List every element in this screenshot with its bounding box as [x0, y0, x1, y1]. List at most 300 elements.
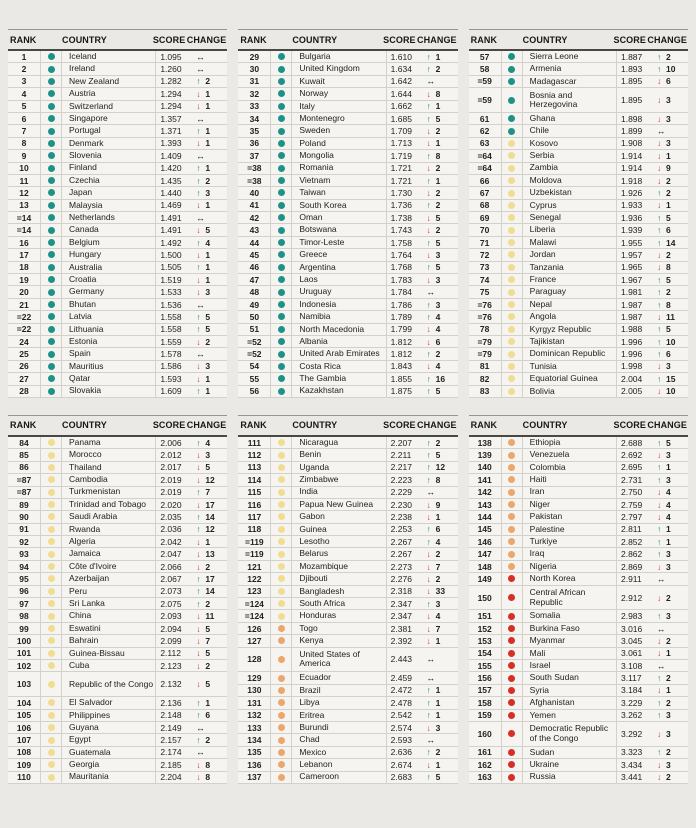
- table-row: [238, 113, 457, 125]
- table-row: [238, 499, 457, 511]
- tier-dot-icon: [508, 699, 515, 706]
- score-cell: 3.292: [620, 728, 643, 739]
- table-row: [8, 76, 227, 88]
- change-cell: [193, 163, 227, 174]
- change-delta: 2: [665, 697, 671, 708]
- up-arrow-icon: ↑: [426, 697, 431, 708]
- country-cell: Republic of the Congo: [62, 672, 156, 696]
- score-cell: 1.721: [390, 175, 412, 186]
- score-cell: 2.392: [390, 635, 412, 646]
- score-cell: 2.238: [390, 511, 412, 522]
- rank-cell: 46: [238, 262, 271, 273]
- tier-dot-icon: [508, 563, 515, 570]
- change-cell: [424, 524, 458, 535]
- rank-cell: 70: [469, 224, 502, 235]
- column-header-change: CHANGE: [186, 420, 227, 431]
- country-cell: Sudan: [523, 747, 617, 758]
- table-row: [238, 772, 457, 784]
- score-cell: 2.731: [620, 474, 643, 485]
- score-cell: 1.536: [160, 299, 182, 310]
- score-cell: 1.758: [390, 237, 412, 248]
- rank-cell: 155: [469, 660, 502, 671]
- rank-cell: =14: [8, 212, 41, 223]
- country-cell: Botswana: [292, 224, 386, 235]
- change-delta: 3: [665, 113, 671, 124]
- tier-dot-icon: [48, 90, 55, 97]
- country-cell: Belgium: [62, 237, 156, 248]
- rank-cell: 114: [238, 474, 271, 485]
- tier-dot-icon: [508, 625, 515, 632]
- change-cell: [193, 474, 227, 485]
- score-cell: 1.730: [390, 187, 412, 198]
- tier-dot-icon: [278, 588, 285, 595]
- score-cell: 2.472: [390, 685, 412, 696]
- score-cell: 2.123: [160, 660, 182, 671]
- country-cell: Bahrain: [62, 635, 156, 646]
- change-cell: [193, 536, 227, 547]
- change-delta: 1: [665, 462, 671, 473]
- score-cell: 1.713: [390, 138, 412, 149]
- country-cell: Djibouti: [292, 573, 386, 584]
- country-cell: Bulgaria: [292, 51, 386, 62]
- score-cell: 2.869: [620, 561, 643, 572]
- change-cell: [193, 487, 227, 498]
- score-cell: 1.918: [620, 175, 643, 186]
- column-header-score: SCORE: [152, 34, 186, 45]
- score-cell: 1.558: [160, 324, 182, 335]
- up-arrow-icon: ↑: [656, 373, 662, 384]
- table-row: [8, 262, 227, 274]
- down-arrow-icon: ↓: [426, 759, 431, 770]
- rank-cell: 157: [469, 685, 502, 696]
- tier-dot-icon: [48, 177, 55, 184]
- rank-cell: =124: [238, 610, 271, 621]
- rank-cell: 96: [8, 586, 41, 597]
- table-row: [469, 336, 688, 348]
- country-cell: Iceland: [62, 51, 156, 62]
- change-delta: 1: [435, 101, 441, 112]
- table-row: [238, 697, 457, 709]
- down-arrow-icon: ↓: [656, 95, 662, 106]
- table-row: [238, 373, 457, 385]
- up-arrow-icon: ↑: [196, 163, 201, 174]
- score-cell: 2.005: [620, 386, 643, 397]
- table-row: [469, 212, 688, 224]
- change-cell: [193, 88, 227, 99]
- table-row: [238, 163, 457, 175]
- rank-cell: 82: [469, 373, 502, 384]
- change-cell: [654, 573, 688, 584]
- table-row: [238, 324, 457, 336]
- down-arrow-icon: ↓: [196, 373, 201, 384]
- table-row: [469, 710, 688, 722]
- table-row: [238, 685, 457, 697]
- rank-cell: 143: [469, 499, 502, 510]
- up-arrow-icon: ↑: [426, 536, 431, 547]
- change-delta: 2: [435, 126, 441, 137]
- country-cell: Poland: [292, 138, 386, 149]
- score-cell: 2.267: [390, 549, 412, 560]
- column-header-rank: RANK: [470, 34, 498, 45]
- change-cell: [654, 324, 688, 335]
- change-delta: 11: [205, 611, 215, 622]
- down-arrow-icon: ↓: [656, 200, 662, 211]
- tier-dot-icon: [508, 675, 515, 682]
- country-cell: Albania: [292, 336, 386, 347]
- rank-cell: 97: [8, 598, 41, 609]
- country-cell: Syria: [523, 685, 617, 696]
- table-row: [8, 548, 227, 560]
- change-delta: 1: [205, 138, 211, 149]
- country-cell: Morocco: [62, 449, 156, 460]
- change-cell: [654, 536, 688, 547]
- change-delta: 4: [435, 611, 441, 622]
- country-cell: Tanzania: [523, 262, 617, 273]
- tier-dot-icon: [278, 501, 285, 508]
- tier-dot-icon: [48, 388, 55, 395]
- score-cell: 1.895: [620, 76, 643, 87]
- tier-dot-icon: [278, 338, 285, 345]
- change-delta: 2: [435, 200, 441, 211]
- rank-cell: 163: [469, 772, 502, 783]
- change-delta: 2: [435, 225, 441, 236]
- country-cell: Oman: [292, 212, 386, 223]
- table-row: [8, 386, 227, 398]
- change-cell: [424, 499, 458, 510]
- country-cell: Estonia: [62, 336, 156, 347]
- table-row: [238, 710, 457, 722]
- table-row: [8, 299, 227, 311]
- country-cell: Senegal: [523, 212, 617, 223]
- change-cell: [424, 299, 458, 310]
- change-cell: [193, 747, 227, 758]
- change-delta: 1: [665, 536, 671, 547]
- country-cell: Paraguay: [523, 286, 617, 297]
- column-header-score: SCORE: [383, 34, 416, 45]
- score-cell: 1.843: [390, 361, 412, 372]
- score-cell: 1.593: [160, 373, 182, 384]
- rank-cell: =59: [469, 76, 502, 87]
- country-cell: Ukraine: [523, 759, 617, 770]
- table-header-row: [238, 29, 457, 51]
- change-delta: 4: [435, 361, 441, 372]
- tier-dot-icon: [508, 594, 515, 601]
- table-row: [238, 586, 457, 598]
- tier-dot-icon: [48, 513, 55, 520]
- tier-dot-icon: [508, 526, 515, 533]
- up-arrow-icon: ↑: [426, 51, 431, 62]
- down-arrow-icon: ↓: [656, 685, 662, 696]
- score-cell: 1.893: [620, 64, 643, 75]
- country-cell: Kenya: [292, 635, 386, 646]
- score-cell: 1.610: [390, 51, 412, 62]
- rank-cell: 134: [238, 734, 271, 745]
- up-arrow-icon: ↑: [196, 175, 201, 186]
- score-cell: 2.230: [390, 499, 412, 510]
- country-cell: Slovakia: [62, 386, 156, 397]
- change-cell: [424, 125, 458, 136]
- tier-dot-icon: [278, 90, 285, 97]
- change-delta: 1: [205, 274, 211, 285]
- change-cell: [424, 635, 458, 646]
- down-arrow-icon: ↓: [426, 212, 431, 223]
- tier-dot-icon: [278, 699, 285, 706]
- ranking-panel-6: [469, 415, 688, 784]
- country-cell: Ghana: [523, 113, 617, 124]
- rank-cell: 24: [8, 336, 41, 347]
- up-arrow-icon: ↑: [656, 188, 662, 198]
- change-delta: 1: [205, 101, 211, 112]
- score-cell: 2.459: [390, 673, 412, 684]
- country-cell: Hungary: [62, 249, 156, 260]
- score-cell: 2.019: [160, 474, 182, 485]
- table-row: [469, 237, 688, 249]
- score-cell: 1.294: [160, 101, 182, 112]
- change-cell: [424, 187, 458, 198]
- up-arrow-icon: ↑: [426, 349, 431, 360]
- change-cell: [193, 734, 227, 745]
- tier-dot-icon: [48, 613, 55, 620]
- change-delta: 14: [205, 586, 215, 597]
- country-cell: Pakistan: [523, 511, 617, 522]
- change-delta: 3: [665, 549, 671, 560]
- change-delta: 7: [205, 635, 211, 646]
- change-cell: [424, 648, 458, 672]
- change-cell: [424, 163, 458, 174]
- tier-dot-icon: [48, 227, 55, 234]
- change-delta: 2: [435, 747, 441, 758]
- change-delta: 10: [665, 386, 676, 397]
- change-cell: [654, 660, 688, 671]
- score-cell: 1.965: [620, 262, 643, 273]
- rank-cell: 132: [238, 710, 271, 721]
- change-cell: [193, 224, 227, 235]
- country-cell: Lithuania: [62, 324, 156, 335]
- country-cell: Canada: [62, 224, 156, 235]
- country-cell: Mozambique: [292, 561, 386, 572]
- table-row: [469, 386, 688, 398]
- up-arrow-icon: ↑: [656, 673, 662, 684]
- change-cell: [654, 635, 688, 646]
- up-arrow-icon: ↑: [656, 51, 662, 62]
- score-cell: 3.262: [620, 710, 643, 721]
- rank-cell: 152: [469, 623, 502, 634]
- up-arrow-icon: ↑: [196, 735, 201, 746]
- table-row: [8, 336, 227, 348]
- rank-cell: 90: [8, 511, 41, 522]
- change-delta: 5: [205, 462, 211, 473]
- change-delta: 1: [205, 163, 211, 174]
- change-cell: [654, 722, 688, 746]
- table-row: [469, 138, 688, 150]
- tier-dot-icon: [278, 165, 285, 172]
- tier-dot-icon: [278, 289, 285, 296]
- down-arrow-icon: ↓: [426, 499, 431, 510]
- score-cell: 1.294: [160, 88, 182, 99]
- up-arrow-icon: ↑: [426, 200, 431, 211]
- change-cell: [654, 685, 688, 696]
- down-arrow-icon: ↓: [656, 361, 662, 372]
- change-cell: [424, 474, 458, 485]
- tier-dot-icon: [48, 239, 55, 246]
- down-arrow-icon: ↓: [656, 499, 662, 510]
- table-row: [469, 759, 688, 771]
- change-cell: [193, 311, 227, 322]
- country-cell: Rwanda: [62, 524, 156, 535]
- up-arrow-icon: ↑: [426, 299, 431, 310]
- change-cell: [193, 437, 227, 448]
- country-cell: Trinidad and Tobago: [62, 499, 156, 510]
- change-delta: 6: [435, 336, 441, 347]
- table-row: [238, 722, 457, 734]
- tier-dot-icon: [508, 712, 515, 719]
- change-cell: [424, 747, 458, 758]
- score-cell: 1.981: [620, 287, 643, 298]
- tier-dot-icon: [48, 452, 55, 459]
- column-header-score: SCORE: [613, 420, 646, 431]
- tier-dot-icon: [278, 439, 285, 446]
- rank-cell: =59: [469, 88, 502, 112]
- tier-dot-icon: [48, 78, 55, 85]
- table-row: [469, 573, 688, 585]
- change-delta: 2: [435, 349, 441, 360]
- table-row: [469, 274, 688, 286]
- rank-cell: 161: [469, 747, 502, 758]
- up-arrow-icon: ↑: [656, 299, 662, 310]
- change-delta: 4: [665, 499, 671, 510]
- change-cell: [654, 361, 688, 372]
- change-cell: [193, 274, 227, 285]
- change-delta: 10: [665, 336, 676, 347]
- change-delta: 4: [435, 311, 441, 322]
- table-row: [469, 348, 688, 360]
- up-arrow-icon: ↑: [196, 311, 201, 322]
- table-row: [238, 348, 457, 360]
- country-cell: Chad: [292, 734, 386, 745]
- tier-dot-icon: [48, 637, 55, 644]
- change-cell: [193, 150, 227, 161]
- change-delta: 1: [665, 524, 671, 535]
- tier-dot-icon: [278, 152, 285, 159]
- score-cell: 1.440: [160, 187, 182, 198]
- table-row: [469, 311, 688, 323]
- score-cell: 2.112: [160, 648, 181, 659]
- country-cell: Guinea-Bissau: [62, 648, 156, 659]
- rank-cell: 94: [8, 561, 41, 572]
- tier-dot-icon: [278, 761, 285, 768]
- change-cell: [193, 573, 227, 584]
- down-arrow-icon: ↓: [196, 759, 201, 770]
- change-cell: [424, 138, 458, 149]
- change-delta: 5: [205, 311, 211, 322]
- up-arrow-icon: ↑: [426, 747, 431, 758]
- table-row: [8, 237, 227, 249]
- score-cell: 1.967: [620, 274, 643, 285]
- score-cell: 2.073: [160, 586, 182, 597]
- rank-cell: 133: [238, 722, 271, 733]
- change-cell: [424, 224, 458, 235]
- score-cell: 2.148: [160, 710, 182, 721]
- rank-cell: 73: [469, 262, 502, 273]
- score-cell: 1.393: [160, 138, 182, 149]
- down-arrow-icon: ↓: [196, 200, 201, 211]
- score-cell: 2.750: [620, 487, 643, 498]
- tier-dot-icon: [48, 264, 55, 271]
- country-cell: Madagascar: [523, 76, 617, 87]
- change-cell: [654, 237, 688, 248]
- up-arrow-icon: ↑: [196, 187, 201, 198]
- tier-dot-icon: [278, 53, 285, 60]
- change-cell: [654, 437, 688, 448]
- rank-cell: 107: [8, 734, 41, 745]
- rank-cell: 42: [238, 212, 271, 223]
- score-cell: 3.061: [620, 648, 643, 659]
- rank-cell: 16: [8, 237, 41, 248]
- rank-cell: 121: [238, 561, 271, 572]
- rank-cell: =76: [469, 311, 502, 322]
- change-cell: [193, 336, 227, 347]
- score-cell: 2.797: [620, 511, 643, 522]
- score-cell: 2.318: [390, 586, 412, 597]
- country-cell: Russia: [523, 772, 617, 783]
- country-cell: Côte d'Ivoire: [62, 561, 156, 572]
- rank-cell: 26: [8, 361, 41, 372]
- rank-cell: 91: [8, 524, 41, 535]
- tier-dot-icon: [278, 513, 285, 520]
- country-cell: Cuba: [62, 660, 156, 671]
- score-cell: 1.855: [390, 373, 412, 384]
- score-cell: 1.634: [390, 64, 412, 75]
- down-arrow-icon: ↓: [656, 487, 662, 498]
- down-arrow-icon: ↓: [196, 660, 201, 671]
- rank-cell: 7: [8, 125, 41, 136]
- country-cell: Egypt: [62, 734, 156, 745]
- rank-cell: 4: [8, 88, 41, 99]
- up-arrow-icon: ↑: [656, 349, 662, 360]
- up-arrow-icon: ↑: [196, 511, 201, 522]
- rank-cell: 93: [8, 548, 41, 559]
- rank-cell: 135: [238, 747, 271, 758]
- score-cell: 1.644: [390, 88, 412, 99]
- tier-dot-icon: [48, 563, 55, 570]
- up-arrow-icon: ↑: [196, 237, 201, 248]
- tier-dot-icon: [278, 749, 285, 756]
- rank-cell: 75: [469, 286, 502, 297]
- change-delta: 3: [435, 722, 441, 733]
- change-cell: [654, 163, 688, 174]
- score-cell: 1.899: [620, 126, 643, 137]
- rank-cell: 154: [469, 648, 502, 659]
- rank-cell: 130: [238, 685, 271, 696]
- up-arrow-icon: ↑: [656, 536, 662, 547]
- change-cell: [193, 324, 227, 335]
- change-cell: [654, 524, 688, 535]
- change-delta: 1: [435, 511, 441, 522]
- change-delta: 4: [205, 437, 211, 448]
- tier-dot-icon: [48, 737, 55, 744]
- change-delta: 1: [435, 175, 441, 186]
- country-cell: Mali: [523, 648, 617, 659]
- change-delta: 8: [205, 759, 211, 770]
- score-cell: 1.784: [390, 287, 412, 298]
- tier-dot-icon: [278, 625, 285, 632]
- down-arrow-icon: ↓: [426, 361, 431, 372]
- tier-dot-icon: [48, 115, 55, 122]
- country-cell: Cameroon: [292, 772, 386, 783]
- score-cell: 1.642: [390, 76, 412, 87]
- table-row: [8, 586, 227, 598]
- table-row: [238, 573, 457, 585]
